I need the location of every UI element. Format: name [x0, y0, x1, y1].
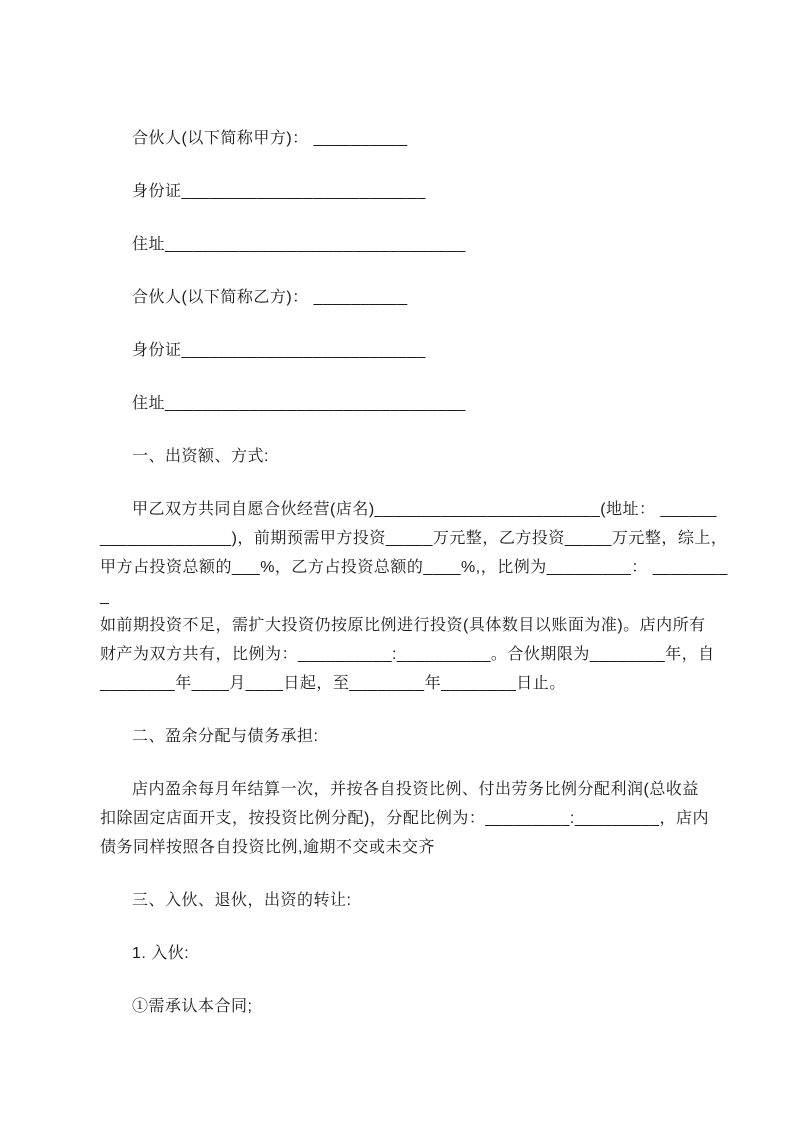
clause-join-item-1-line: ①需承认本合同; [132, 998, 253, 1015]
party-b-id-line: 身份证__________________________ [132, 342, 426, 359]
section-2-body-line: 扣除固定店面开支，按投资比例分配)，分配比例为：_________:_________，店内 [100, 810, 709, 827]
paragraph-party-b-id [100, 336, 735, 365]
party-b-line: 合伙人(以下简称乙方)： __________ [132, 289, 408, 306]
party-a-line: 合伙人(以下简称甲方)： __________ [132, 130, 408, 147]
section-2-heading-line: 二、盈余分配与债务承担: [132, 728, 319, 745]
section-1-body-line: 如前期投资不足，需扩大投资仍按原比例进行投资(具体数目以账面为准)。店内所有 [100, 617, 706, 634]
section-1-heading-line: 一、出资额、方式: [132, 448, 269, 465]
section-1-body-line: 甲乙双方共同自愿合伙经营(店名)________________________(地址： ______ [132, 501, 717, 518]
section-2-body [100, 775, 735, 862]
section-1-body-line: 甲方占投资总额的___%，乙方占投资总额的____%,，比例为_________： _________ [100, 559, 728, 605]
party-b-address-line: 住址________________________________ [132, 395, 466, 412]
paragraph-party-b [100, 283, 735, 312]
clause-join-item-1 [100, 992, 735, 1021]
paragraph-party-a-address [100, 230, 735, 259]
party-a-id-line: 身份证__________________________ [132, 183, 426, 200]
clause-join-heading-line: 1. 入伙: [132, 945, 190, 962]
section-1-heading [100, 442, 735, 471]
section-3-heading [100, 886, 735, 915]
section-3-heading-line: 三、入伙、退伙，出资的转让: [132, 892, 352, 909]
clause-join-heading [100, 939, 735, 968]
paragraph-party-a [100, 124, 735, 153]
section-2-heading [100, 722, 735, 751]
party-a-address-line: 住址________________________________ [132, 236, 466, 253]
section-1-body-line: ________年____月____日起，至________年________日止。 [100, 675, 566, 692]
section-2-body-line: 债务同样按照各自投资比例,逾期不交或未交齐 [100, 839, 435, 856]
section-2-body-line: 店内盈余每月年结算一次，并按各自投资比例、付出劳务比例分配利润(总收益 [132, 781, 699, 798]
section-1-body-line: ______________)，前期预需甲方投资_____万元整，乙方投资_____万元整，综上， [100, 530, 728, 547]
paragraph-party-b-address [100, 389, 735, 418]
section-1-body [100, 495, 735, 698]
section-1-body-line: 财产为双方共有，比例为：__________:__________。合伙期限为________年，自 [100, 646, 715, 663]
paragraph-party-a-id [100, 177, 735, 206]
